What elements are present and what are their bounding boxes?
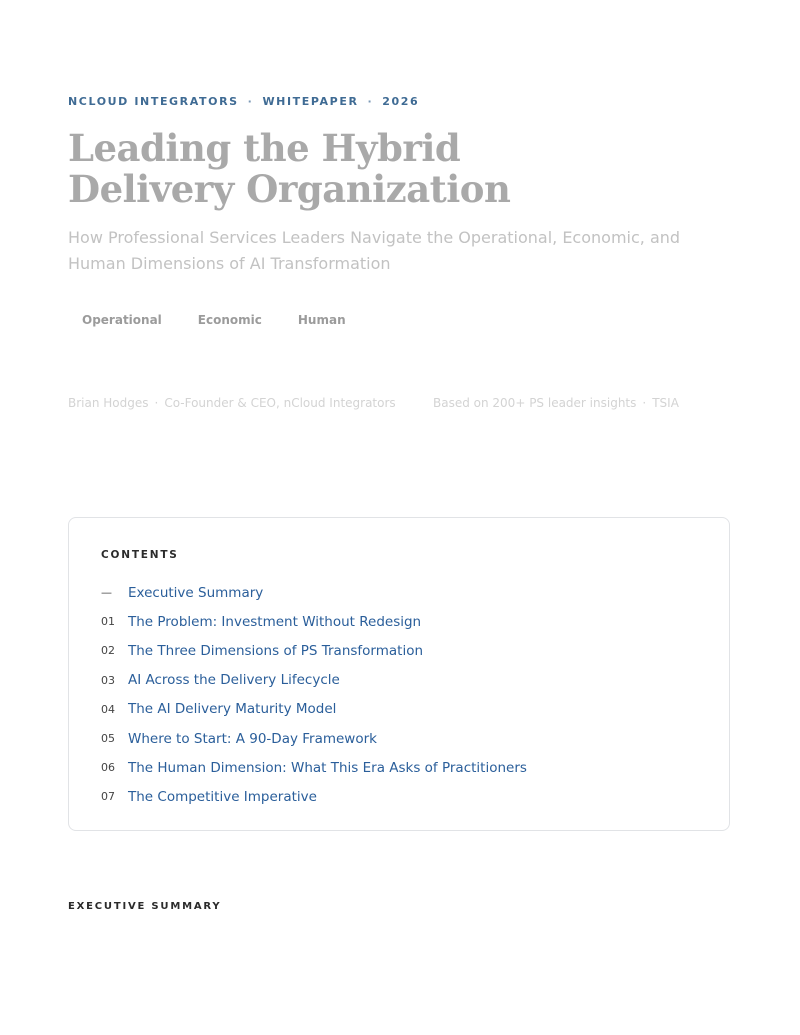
section-heading-executive-summary: EXECUTIVE SUMMARY xyxy=(68,901,222,913)
table-of-contents xyxy=(68,517,730,831)
toc-item xyxy=(101,753,527,782)
page-subtitle: How Professional Services Leaders Navigate the Operational, Economic, and Human Dimensions of AI Transformation xyxy=(68,228,681,273)
byline-source xyxy=(433,396,679,410)
eyebrow-separator: · xyxy=(367,95,374,108)
document-eyebrow xyxy=(68,95,419,108)
toc-item xyxy=(101,636,527,665)
doc-year: 2026 xyxy=(382,95,420,108)
toc-number: 06 xyxy=(101,761,115,775)
toc-link-human-dimension[interactable]: The Human Dimension: What This Era Asks of Practitioners xyxy=(128,759,527,776)
tag-economic: Economic xyxy=(197,313,262,327)
toc-link-three-dimensions[interactable]: The Three Dimensions of PS Transformation xyxy=(128,642,424,659)
tag-human: Human xyxy=(297,313,346,327)
toc-item xyxy=(101,607,527,636)
toc-number: 01 xyxy=(101,615,115,629)
toc-number: 05 xyxy=(101,732,115,746)
dimension-tags xyxy=(82,313,346,327)
tag-operational: Operational xyxy=(82,313,162,327)
toc-number: — xyxy=(101,586,112,600)
toc-item xyxy=(101,578,527,607)
doc-type: WHITEPAPER xyxy=(262,95,359,108)
toc-link-90-day-framework[interactable]: Where to Start: A 90-Day Framework xyxy=(128,730,377,747)
toc-number: 07 xyxy=(101,790,115,804)
toc-item xyxy=(101,782,527,811)
toc-item xyxy=(101,724,527,753)
toc-item xyxy=(101,695,527,724)
toc-number: 03 xyxy=(101,673,115,687)
toc-link-executive-summary[interactable]: Executive Summary xyxy=(128,584,264,601)
page-title xyxy=(68,128,510,210)
eyebrow-separator: · xyxy=(247,95,254,108)
toc-link-maturity-model[interactable]: The AI Delivery Maturity Model xyxy=(128,701,337,718)
title-line-2: Delivery Organization xyxy=(68,167,511,211)
toc-list xyxy=(101,578,527,812)
byline xyxy=(68,396,732,410)
toc-link-the-problem[interactable]: The Problem: Investment Without Redesign xyxy=(128,613,422,630)
author-role: Co-Founder & CEO, nCloud Integrators xyxy=(164,396,396,410)
title-line-1: Leading the Hybrid xyxy=(68,126,461,170)
toc-link-competitive-imperative[interactable]: The Competitive Imperative xyxy=(128,788,317,805)
toc-number: 02 xyxy=(101,644,115,658)
byline-separator: · xyxy=(642,396,647,410)
toc-link-delivery-lifecycle[interactable]: AI Across the Delivery Lifecycle xyxy=(128,672,340,689)
toc-item xyxy=(101,666,527,695)
toc-heading: CONTENTS xyxy=(101,549,179,561)
byline-separator: · xyxy=(154,396,159,410)
author-name: Brian Hodges xyxy=(68,396,149,410)
toc-number: 04 xyxy=(101,702,115,716)
source-basis: Based on 200+ PS leader insights xyxy=(433,396,637,410)
source-org: TSIA xyxy=(652,396,679,410)
org-name: NCLOUD INTEGRATORS xyxy=(68,95,239,108)
